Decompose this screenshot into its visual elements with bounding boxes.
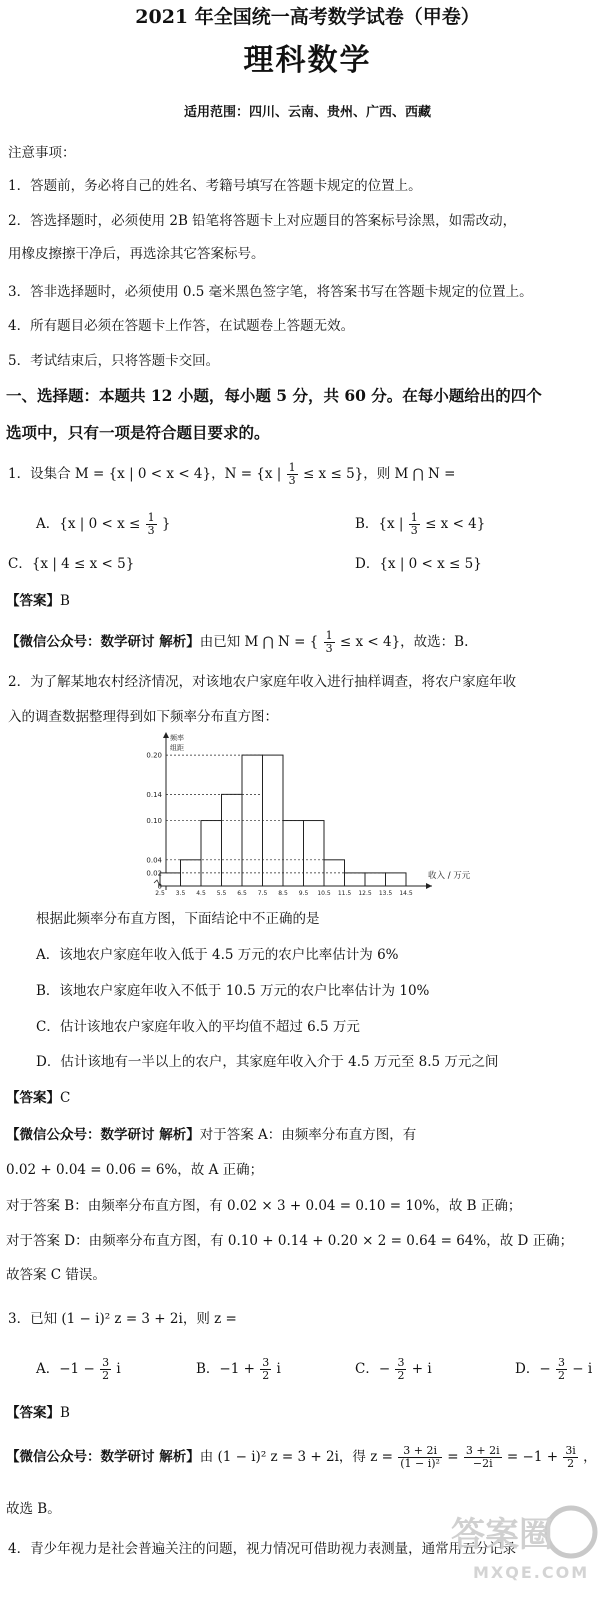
numerator: 1 [410, 511, 418, 524]
y-tick-label: 0.10 [146, 817, 162, 826]
histogram-bar [386, 873, 407, 886]
denominator: 2 [567, 1457, 575, 1470]
option-text: A．{x | 0 < x ≤ [36, 516, 141, 532]
q2-option-d: D．估计该地有一半以上的农户，其家庭年收入介于 4.5 万元至 8.5 万元之间 [36, 1054, 499, 1070]
fraction [563, 1445, 578, 1470]
note-item: 用橡皮擦擦干净后，再选涂其它答案标号。 [8, 246, 265, 262]
exam-subtitle: 理科数学 [243, 43, 372, 78]
y-tick-label: 0 [157, 882, 162, 891]
numerator: 1 [288, 461, 296, 474]
y-axis-label: 组距 [170, 744, 184, 752]
q3-option-d [515, 1357, 592, 1382]
x-tick-label: 14.5 [399, 890, 413, 897]
q3-stem: 3．已知 (1 − i)² z = 3 + 2i，则 z = [8, 1311, 237, 1327]
section-heading: 一、选择题：本题共 12 小题，每小题 5 分，共 60 分。在每小题给出的四个 [6, 386, 542, 405]
note-item: 1．答题前，务必将自己的姓名、考籍号填写在答题卡规定的位置上。 [8, 178, 422, 194]
x-tick-label: 4.5 [196, 890, 206, 897]
q4-stem: 4．青少年视力是社会普遍关注的问题，视力情况可借助视力表测量，通常用五分记录 [8, 1541, 517, 1557]
histogram-bar [222, 794, 243, 886]
denominator: 3 [288, 474, 296, 487]
q3-conclusion: 故选 B。 [6, 1501, 61, 1517]
note-item: 2．答选择题时，必须使用 2B 铅笔将答题卡上对应题目的答案标号涂黑，如需改动， [8, 213, 517, 229]
q1-option-c: C．{x | 4 ≤ x < 5} [8, 556, 135, 572]
note-item: 4．所有题目必须在答题卡上作答，在试题卷上答题无效。 [8, 318, 355, 334]
numerator: 3 + 2i [465, 1444, 500, 1457]
numerator: 1 [147, 511, 155, 524]
frequency-histogram [132, 728, 492, 908]
x-tick-label: 11.5 [337, 890, 352, 897]
answer-value: C [60, 1090, 71, 1106]
numerator: 3i [565, 1444, 576, 1457]
note-item: 3．答非选择题时，必须使用 0.5 毫米黑色签字笔，将答案书写在答题卡规定的位置上。 [8, 284, 533, 300]
option-text: i [116, 1361, 121, 1377]
x-tick-label: 12.5 [358, 890, 372, 897]
answer-label: 【答案】 [6, 1090, 60, 1106]
option-text: B．−1 + [196, 1361, 255, 1377]
fraction [324, 630, 335, 655]
denominator: 3 [147, 524, 155, 537]
numerator: 3 [262, 1356, 270, 1369]
numerator: 3 [102, 1356, 110, 1369]
y-tick-label: 0.14 [146, 790, 162, 799]
fraction [287, 462, 298, 487]
q2-stem: 2．为了解某地农村经济情况，对该地农户家庭年收入进行抽样调查，将农户家庭年收 [8, 674, 517, 690]
option-text: C．− [355, 1361, 391, 1377]
denominator: 2 [557, 1369, 565, 1382]
q2-analysis-line: 0.02 + 0.04 = 0.06 = 6%，故 A 正确； [6, 1162, 264, 1178]
denominator: 3 [325, 642, 333, 655]
analysis-text: ， [583, 1449, 597, 1465]
denominator: 3 [410, 524, 418, 537]
q3-option-b [196, 1357, 281, 1382]
q1-option-a [36, 512, 170, 537]
q2-analysis [6, 1126, 416, 1144]
y-axis-label: 频率 [170, 734, 184, 742]
option-text: B．{x | [355, 516, 404, 532]
q1-analysis [6, 630, 468, 655]
q1-stem-text: ≤ x ≤ 5}，则 M ⋂ N = [302, 466, 456, 482]
numerator: 3 + 2i [398, 1445, 442, 1458]
q2-option-b: B．该地农户家庭年收入不低于 10.5 万元的农户比率估计为 10% [36, 983, 430, 999]
fraction [260, 1357, 271, 1382]
analysis-text: 由 (1 − i)² z = 3 + 2i，得 z = [199, 1449, 393, 1465]
option-text: i [276, 1361, 281, 1377]
histogram-bar [201, 821, 222, 886]
denominator: 2 [397, 1369, 405, 1382]
x-axis-arrow [426, 883, 432, 889]
histogram-bar [160, 873, 181, 886]
numerator: 3 [557, 1356, 565, 1369]
fraction [146, 512, 157, 537]
q1-stem [8, 462, 455, 487]
q2-analysis-line: 故答案 C 错误。 [6, 1267, 106, 1283]
x-tick-label: 10.5 [317, 890, 331, 897]
y-tick-label: 0.20 [146, 751, 162, 760]
analysis-text: = −1 + [506, 1449, 559, 1465]
answer-label: 【答案】 [6, 1405, 60, 1421]
numerator: 1 [325, 629, 333, 642]
analysis-label: 【微信公众号：数学研讨 解析】 [6, 1127, 200, 1143]
answer-value: B [60, 593, 70, 609]
q3-option-a [36, 1357, 121, 1382]
q2-answer [6, 1089, 70, 1107]
fraction [395, 1357, 406, 1382]
denominator: 2 [262, 1369, 270, 1382]
q1-answer [6, 592, 70, 610]
histogram-bar [304, 821, 325, 886]
histogram-bar [283, 821, 304, 886]
fraction [556, 1357, 567, 1382]
x-tick-label: 5.5 [216, 890, 227, 897]
option-text: ≤ x < 4} [425, 516, 486, 532]
notes-heading: 注意事项： [8, 145, 76, 161]
denominator: 2 [102, 1369, 110, 1382]
fraction [100, 1357, 111, 1382]
watermark-sub: MXQE.COM [473, 1563, 590, 1582]
analysis-text: 对于答案 A：由频率分布直方图，有 [199, 1127, 417, 1143]
option-text: A．−1 − [36, 1361, 95, 1377]
watermark-ring [547, 1508, 595, 1556]
x-axis-label: 收入 / 万元 [428, 871, 471, 881]
x-tick-label: 3.5 [175, 890, 186, 897]
answer-label: 【答案】 [6, 593, 60, 609]
exam-scope: 适用范围：四川、云南、贵州、广西、西藏 [183, 105, 431, 120]
q3-answer [6, 1404, 70, 1422]
x-tick-label: 7.5 [257, 890, 268, 897]
watermark-logo [443, 1494, 603, 1594]
denominator: −2i [472, 1457, 493, 1470]
q2-analysis-line: 对于答案 B：由频率分布直方图，有 0.02 × 3 + 0.04 = 0.10 = 10%，故 B 正确； [6, 1198, 522, 1214]
fraction [398, 1445, 442, 1470]
q2-stem-cont: 入的调查数据整理得到如下频率分布直方图： [8, 709, 278, 725]
fraction [464, 1445, 502, 1470]
answer-value: B [60, 1405, 70, 1421]
q2-option-a: A．该地农户家庭年收入低于 4.5 万元的农户比率估计为 6% [36, 947, 399, 963]
x-tick-label: 8.5 [278, 890, 288, 897]
y-tick-label: 0.04 [146, 856, 162, 865]
fraction [409, 512, 420, 537]
option-text: − i [572, 1361, 593, 1377]
section-heading-cont: 选项中，只有一项是符合题目要求的。 [6, 423, 270, 442]
x-tick-label: 2.5 [155, 890, 165, 897]
denominator: (1 − i)² [400, 1457, 440, 1470]
analysis-text: ≤ x < 4}，故选：B. [339, 634, 469, 650]
histogram-bar [345, 873, 366, 886]
analysis-text: = [447, 1449, 459, 1465]
q3-analysis [6, 1445, 597, 1470]
option-text: D．− [515, 1361, 551, 1377]
analysis-label: 【微信公众号：数学研讨 解析】 [6, 634, 200, 650]
y-tick-label: 0.02 [146, 869, 162, 878]
q1-option-d: D．{x | 0 < x ≤ 5} [355, 556, 482, 572]
q1-option-b [355, 512, 485, 537]
note-item: 5．考试结束后，只将答题卡交回。 [8, 353, 220, 369]
analysis-text: 由已知 M ⋂ N = { [199, 634, 319, 650]
q2-option-c: C．估计该地农户家庭年收入的平均值不超过 6.5 万元 [36, 1019, 360, 1035]
numerator: 3 [397, 1356, 405, 1369]
watermark-text: 答案圈 [451, 1515, 553, 1555]
q2-lead: 根据此频率分布直方图，下面结论中不正确的是 [36, 911, 320, 927]
x-tick-label: 6.5 [237, 890, 247, 897]
x-tick-label: 13.5 [378, 890, 393, 897]
analysis-label: 【微信公众号：数学研讨 解析】 [6, 1449, 200, 1465]
option-text: + i [411, 1361, 432, 1377]
exam-title: 2021 年全国统一高考数学试卷（甲卷） [135, 6, 480, 28]
x-tick-label: 9.5 [298, 890, 309, 897]
q2-analysis-line: 对于答案 D：由频率分布直方图，有 0.10 + 0.14 + 0.20 × 2 = 0.64 = 64%，故 D 正确； [6, 1233, 574, 1249]
histogram-bar [365, 873, 386, 886]
q3-option-c [355, 1357, 432, 1382]
y-axis-arrow [163, 732, 169, 738]
q1-stem-text: 1．设集合 M = {x | 0 < x < 4}，N = {x | [8, 466, 282, 482]
option-text: } [161, 516, 171, 532]
